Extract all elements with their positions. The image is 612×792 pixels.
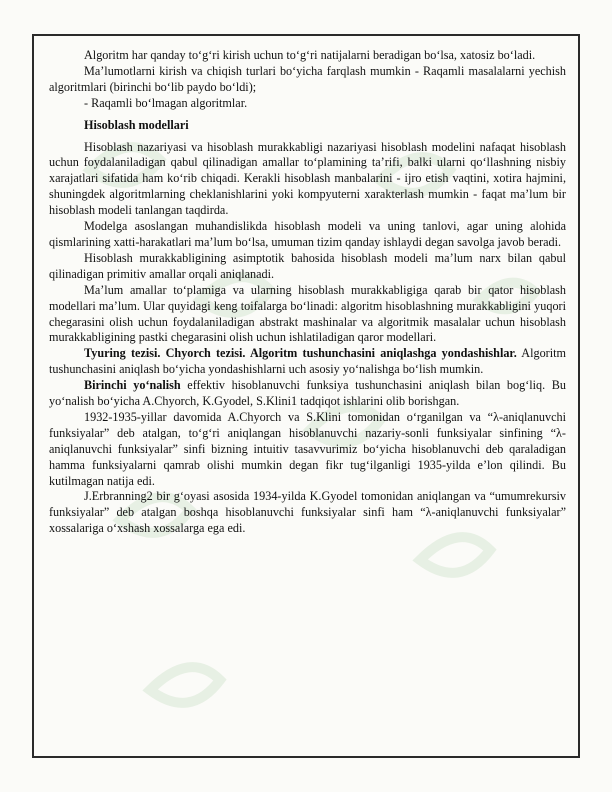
paragraph: Ma’lum amallar to‘plamiga va ularning hisoblash murakkabligiga qarab bir qator hisoblash modellari ma’lum. Ular quyidagi keng toifalarga bo‘linadi: algoritm hisoblashning murakkabligini yuqori chegarasini olish uchun foydalaniladigan abstrakt mashinalar va algoritmik masalalar uchun hisoblash murakkabligining pastki chegarasini olish uchun ishlatiladigan qaror modellari. bbox=[49, 282, 566, 345]
paragraph: J.Erbranning2 bir g‘oyasi asosida 1934-yilda K.Gyodel tomonidan aniqlangan va “umumrekursiv funksiyalar” deb atalgan boshqa hisoblanuvchi funksiyalar sinfi ham “λ-aniqlanuvchi funksiyalar” xossalariga o‘xshash xossalarga ega edi. bbox=[49, 489, 566, 536]
paragraph: Hisoblash murakkabligining asimptotik bahosida hisoblash modeli ma’lum narx bilan qabul qilinadigan primitiv amallar orqali aniqlanadi. bbox=[49, 250, 566, 281]
paragraph-text: effektiv hisoblanuvchi funksiya tushunchasini aniqlash bilan bog‘liq. Bu yo‘nalish bo‘yicha A.Chyorch, K.Gyodel, S.Klini1 tadqiqot ishlarini olib borishgan. bbox=[49, 378, 567, 409]
paragraph: Algoritm har qanday to‘g‘ri kirish uchun to‘g‘ri natijalarni beradigan bo‘lsa, xatosiz bo‘ladi. bbox=[84, 48, 536, 62]
paragraph: Ma’lumotlarni kirish va chiqish turlari bo‘yicha farqlash mumkin - Raqamli masalalarni yechish algoritmlari (birinchi bo‘lib paydo bo‘ldi); bbox=[49, 63, 566, 94]
paragraph-text: Algoritm tushunchasini aniqlash bo‘yicha yondashishlarni uch asosiy yo‘nalishga bo‘lish mumkin. bbox=[49, 346, 566, 377]
paragraph bbox=[49, 378, 566, 410]
paragraph: - Raqamli bo‘lmagan algoritmlar. bbox=[84, 95, 248, 110]
document-body bbox=[49, 48, 566, 537]
bold-lead: Birinchi yo‘nalish bbox=[84, 378, 181, 393]
paragraph: Hisoblash nazariyasi va hisoblash murakkabligi nazariyasi hisoblash modelini nafaqat hisoblash uchun foydalaniladigan qabul qilinadigan amallar to‘plamining ta’rifi, balki ularni qo‘llashning nisbiy xarajatlari sifatida ham ko‘rib chiqadi. Kerakli hisoblash manbalarini - ijro etish vaqtini, xotira hajmini, shuningdek algoritmlarning cheklanishlarini yoki kompyuterni xarakterlash mumkin - faqat ma’lum bir hisoblash modeli tanlangan taqdirda. bbox=[49, 139, 566, 218]
paragraph: 1932-1935-yillar davomida A.Chyorch va S.Klini tomonidan o‘rganilgan va “λ-aniqlanuvchi funksiyalar” deb atalgan, to‘g‘ri aniqlangan hisoblanuvchi nazariy-sonli funksiyalar sinfining “λ-aniqlanuvchi funksiyalar” sinfi bizning intuitiv tasavvurimiz bo‘yicha hisoblanuvchi deb qaraladigan hamma funksiyalarni qamrab olishi mumkin degan fikr tug‘ilganligi 1935-yilda e’lon qilindi. Bu kutilmagan natija edi. bbox=[49, 409, 566, 488]
paragraph bbox=[49, 346, 566, 378]
paragraph: Modelga asoslangan muhandislikda hisoblash modeli va uning tanlovi, agar uning alohida qismlarining xatti-harakatlari ma’lum bo‘lsa, umuman tizim qanday ishlaydi degan savolga javob beradi. bbox=[49, 219, 566, 249]
section-heading: Hisoblash modellari bbox=[84, 117, 189, 132]
bold-lead: Tyuring tezisi. Chyorch tezisi. Algoritm tushunchasini aniqlashga yondashishlar. bbox=[84, 346, 517, 361]
